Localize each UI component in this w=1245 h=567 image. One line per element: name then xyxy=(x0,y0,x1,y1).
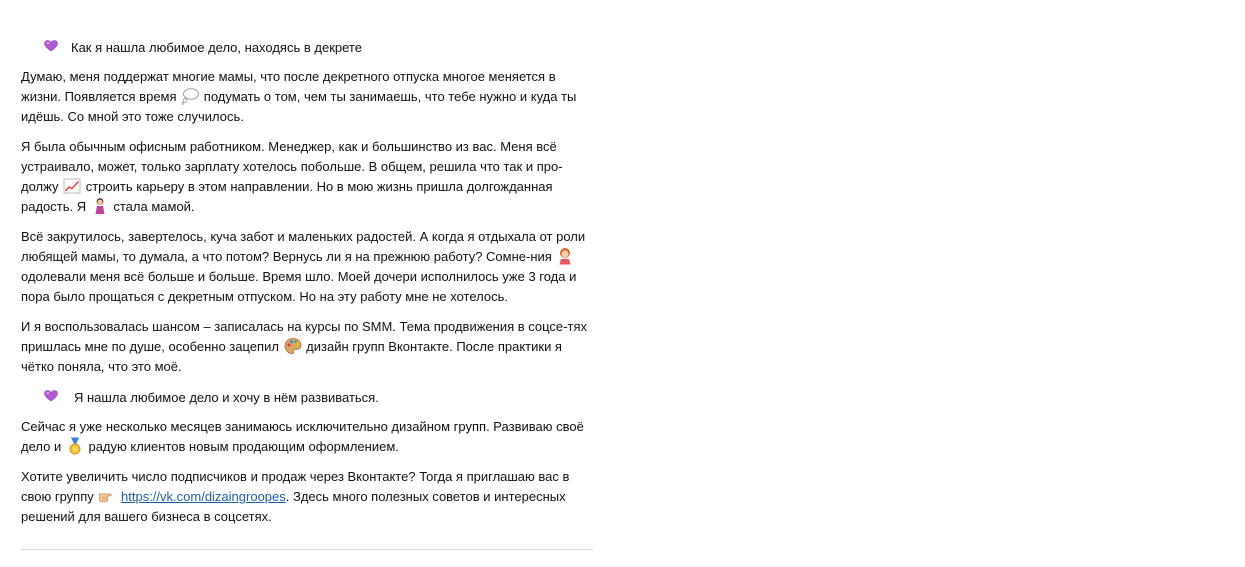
paragraph-2 xyxy=(21,137,593,217)
medal-icon xyxy=(66,437,84,455)
paragraph-3 xyxy=(21,227,593,307)
group-link[interactable]: https://vk.com/dizaingroopes xyxy=(121,489,286,504)
paragraph-4-text-b: дизайн групп Вконтакте. После практики я чётко поняла, что это моё. xyxy=(21,339,562,374)
paragraph-1-text-b: подумать о том, чем ты занимаешь, что тебе нужно и куда ты идёшь. Со мной это тоже случилось. xyxy=(21,89,577,124)
heading-text-1: Как я нашла любимое дело, находясь в декрете xyxy=(71,40,362,55)
paragraph-4 xyxy=(21,317,593,377)
heading-text-2: Я нашла любимое дело и хочу в нём развиваться. xyxy=(74,390,379,405)
pointing-right-icon xyxy=(98,487,116,505)
paragraph-6 xyxy=(21,467,593,527)
heading-line-1 xyxy=(21,37,593,59)
paragraph-5-text-a: Сейчас я уже несколько месяцев занимаюсь исключительно дизайном групп. Развиваю своё дело и xyxy=(21,419,584,454)
paragraph-6-text-b: . Здесь много полезных советов и интересных решений для вашего бизнеса в соцсетях. xyxy=(21,489,566,524)
paragraph-5 xyxy=(21,417,593,457)
thought-balloon-icon xyxy=(181,87,199,105)
paragraph-1 xyxy=(21,67,593,127)
paragraph-3-text-b: одолевали меня всё больше и больше. Время шло. Моей дочери исполнилось уже 3 года и пора было прощаться с декретным отпуском. Но на эту работу мне не хотелось. xyxy=(21,269,577,304)
document-body xyxy=(21,37,593,537)
chart-increasing-icon xyxy=(63,177,81,195)
paragraph-1-text-a: Думаю, меня поддержат многие мамы, что после декретного отпуска многое меняется в жизни. Появляется время xyxy=(21,69,556,104)
paragraph-6-text-a: Хотите увеличить число подписчиков и продаж через Вконтакте? Тогда я приглашаю вас в свою группу xyxy=(21,469,570,504)
purple-heart-icon xyxy=(44,40,58,52)
heading-line-2 xyxy=(21,387,593,409)
purple-heart-icon xyxy=(44,390,58,402)
paragraph-5-text-b: радую клиентов новым продающим оформлением. xyxy=(88,439,399,454)
woman-icon xyxy=(91,197,109,215)
artist-palette-icon xyxy=(284,337,302,355)
paragraph-3-text-a: Всё закрутилось, завертелось, куча забот и маленьких радостей. А когда я отдыхала от роли любящей мамы, то думала, а что потом? Вернусь ли я на прежнюю работу? Сомне-ния xyxy=(21,229,586,264)
paragraph-4-text-a: И я воспользовалась шансом – записалась на курсы по SMM. Тема продвижения в соцсе-тях пришлась мне по душе, особенно зацепил xyxy=(21,319,587,354)
person-icon xyxy=(556,247,574,265)
paragraph-2-text-b: строить карьеру в этом направлении. Но в мою жизнь пришла долгожданная радость. Я xyxy=(21,179,553,214)
paragraph-2-text-c: стала мамой. xyxy=(113,199,195,214)
horizontal-divider xyxy=(21,549,593,550)
paragraph-2-text-a: Я была обычным офисным работником. Менеджер, как и большинство из вас. Меня всё устраивало, может, только зарплату хотелось побольше. В общем, решила что так и про-должу xyxy=(21,139,563,194)
